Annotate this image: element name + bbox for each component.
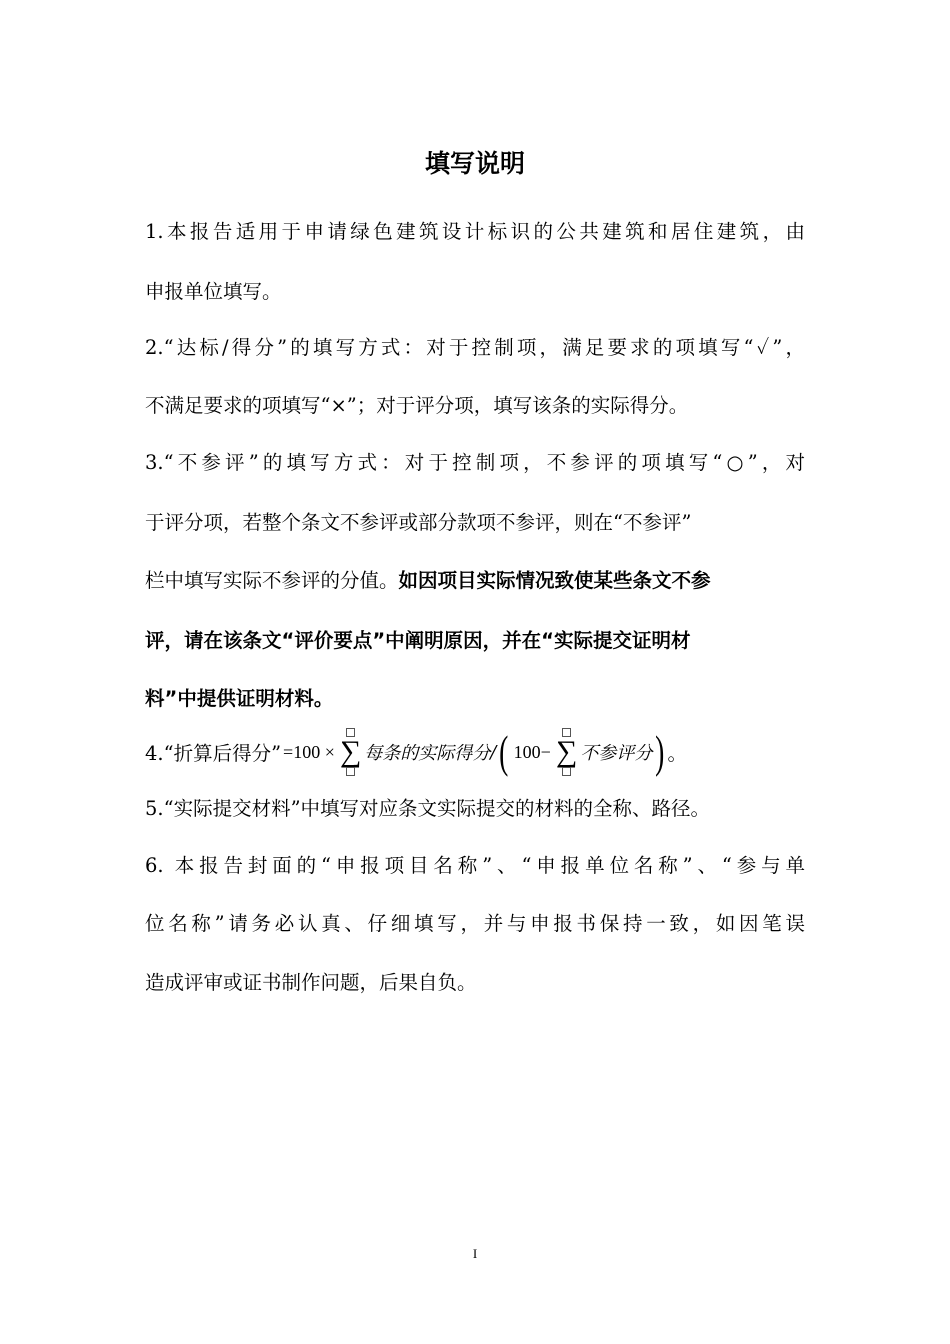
item-3-line-3-normal: 栏中填写实际不参评的分值。 (145, 569, 399, 592)
item-4-formula (145, 722, 687, 782)
formula-num: 100− (513, 741, 551, 762)
item-3-line-3-bold: 如因项目实际情况致使某些条文不参 (398, 569, 711, 592)
sum-symbol-1: ∑ (340, 728, 361, 776)
formula-term-1: 每条的实际得分 (364, 743, 491, 764)
item-3-line-5: 料”中提供证明材料。 (145, 687, 334, 710)
formula-suffix: 。 (667, 742, 688, 765)
formula-slash: / (490, 741, 497, 763)
page-number: I (472, 1246, 478, 1261)
item-3-line-2: 于评分项，若整个条文不参评或部分款项不参评，则在“不参评” (145, 511, 692, 534)
item-3-line-4: 评，请在该条文“评价要点”中阐明原因，并在“实际提交证明材 (145, 629, 691, 652)
item-2-line-2: 不满足要求的项填写“×”；对于评分项，填写该条的实际得分。 (145, 394, 689, 417)
item-1-line-1: 1.本报告适用于申请绿色建筑设计标识的公共建筑和居住建筑，由 (145, 220, 805, 243)
item-3-line-1: 3.“不参评”的填写方式：对于控制项，不参评的项填写“○”，对 (145, 451, 805, 474)
item-3-line-3 (145, 566, 711, 596)
formula-open-paren: ( (499, 726, 509, 777)
item-2-line-1: 2.“达标/得分”的填写方式：对于控制项，满足要求的项填写“✓”， (145, 336, 805, 359)
item-6-line-2: 位名称”请务必认真、仔细填写，并与申报书保持一致，如因笔误 (145, 912, 805, 935)
formula-term-2: 不参评分 (580, 743, 653, 764)
formula-close-paren: ) (655, 726, 665, 777)
item-5-line-1: 5.“实际提交材料”中填写对应条文实际提交的材料的全称、路径。 (145, 797, 711, 820)
item-1-line-2: 申报单位填写。 (145, 280, 282, 303)
formula-prefix: 4.“折算后得分” (145, 742, 282, 765)
formula-eq: =100 × (283, 741, 335, 762)
item-6-line-1: 6. 本报告封面的“申报项目名称”、“申报单位名称”、“参与单 (145, 854, 805, 877)
sum-symbol-2: ∑ (556, 728, 577, 776)
item-6-line-3: 造成评审或证书制作问题，后果自负。 (145, 971, 477, 994)
page-title: 填写说明 (424, 149, 525, 178)
